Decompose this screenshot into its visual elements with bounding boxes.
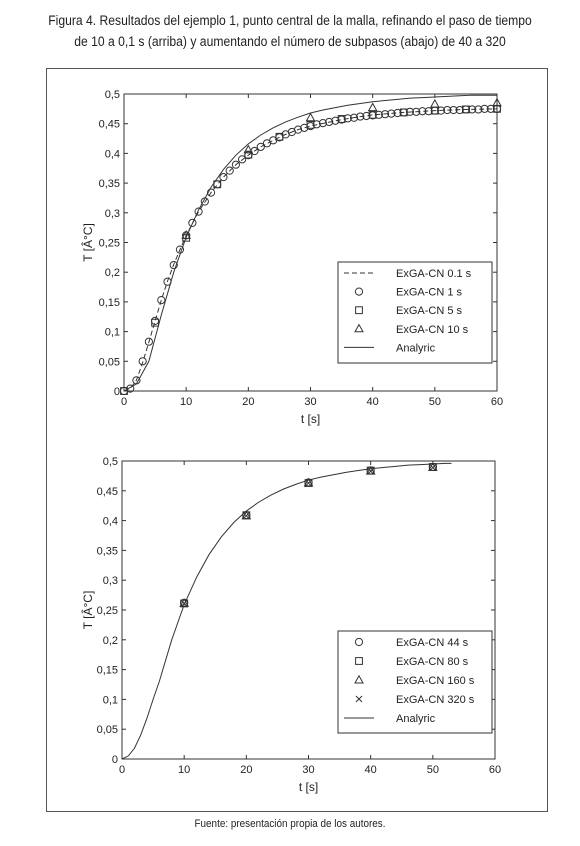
y-tick-label: 0,35	[96, 545, 118, 558]
series-3	[180, 463, 437, 606]
x-tick-label: 0	[118, 764, 126, 776]
y-tick-label: 0,45	[98, 118, 120, 131]
x-axis-label: t [s]	[300, 412, 321, 426]
legend-label: ExGA-CN 1 s	[396, 286, 463, 299]
x-tick-label: 50	[426, 764, 439, 776]
x-tick-label: 60	[490, 396, 504, 408]
y-tick-label: 0,05	[98, 356, 120, 369]
data-point	[307, 114, 315, 121]
series-4	[182, 99, 501, 239]
y-tick-label: 0,35	[98, 178, 120, 191]
y-tick-label: 0,5	[102, 456, 118, 468]
legend-label: ExGA-CN 10 s	[396, 323, 469, 336]
y-tick-label: 0,25	[96, 605, 118, 617]
series-1	[181, 463, 437, 606]
x-tick-label: 60	[488, 764, 502, 776]
x-tick-label: 50	[428, 396, 441, 408]
data-point	[152, 319, 159, 326]
chart-2	[80, 456, 501, 794]
data-point	[369, 103, 377, 110]
legend-label: ExGA-CN 0.1 s	[396, 268, 472, 280]
y-axis-label: T [Â°C]	[81, 590, 95, 630]
data-point	[151, 317, 158, 324]
y-tick-label: 0	[113, 386, 120, 398]
figure-caption: Figura 4. Resultados del ejemplo 1, punto central de la malla, refinando el paso de tiempo de 10 a 0,1 s (arriba) y aumentando el número de subpasos (abajo) de 40 a 320	[48, 13, 532, 49]
legend	[338, 262, 492, 363]
data-point	[431, 100, 439, 107]
y-tick-label: 0,15	[96, 664, 118, 677]
y-tick-label: 0,4	[102, 515, 118, 528]
y-tick-label: 0,25	[98, 237, 120, 250]
legend-label: Analyric	[396, 342, 436, 355]
chart-1	[80, 89, 503, 426]
x-tick-label: 40	[366, 396, 379, 408]
y-tick-label: 0	[111, 754, 118, 766]
series-2	[181, 464, 436, 607]
data-point	[220, 174, 227, 181]
x-tick-label: 10	[180, 396, 193, 408]
x-tick-label: 30	[302, 764, 315, 776]
data-point	[158, 297, 165, 304]
x-axis-label: t [s]	[298, 780, 319, 794]
legend-label: ExGA-CN 160 s	[396, 675, 475, 687]
y-tick-label: 0,1	[104, 326, 120, 339]
y-tick-label: 0,3	[102, 575, 118, 588]
legend-label: ExGA-CN 44 s	[396, 637, 469, 649]
x-tick-label: 0	[120, 396, 128, 408]
x-tick-label: 10	[178, 764, 191, 776]
y-tick-label: 0,5	[104, 89, 120, 101]
legend-label: ExGA-CN 5 s	[396, 305, 463, 318]
y-tick-label: 0,15	[98, 296, 120, 309]
legend	[338, 631, 492, 733]
y-tick-label: 0,2	[104, 267, 120, 280]
y-tick-label: 0,4	[104, 148, 120, 161]
y-tick-label: 0,1	[102, 694, 118, 707]
legend-label: ExGA-CN 320 s	[396, 694, 475, 706]
x-tick-label: 30	[304, 396, 317, 408]
x-tick-label: 20	[242, 396, 255, 408]
x-tick-label: 40	[364, 764, 377, 776]
y-tick-label: 0,3	[104, 207, 120, 220]
figure-source: Fuente: presentación propia de los autores.	[194, 818, 386, 830]
y-tick-label: 0,05	[96, 724, 118, 737]
legend-label: Analyric	[396, 713, 436, 725]
legend-label: ExGA-CN 80 s	[396, 656, 469, 668]
y-tick-label: 0,45	[96, 485, 118, 498]
y-axis-label: T [Â°C]	[81, 223, 95, 262]
x-tick-label: 20	[240, 764, 253, 776]
y-tick-label: 0,2	[102, 634, 118, 647]
